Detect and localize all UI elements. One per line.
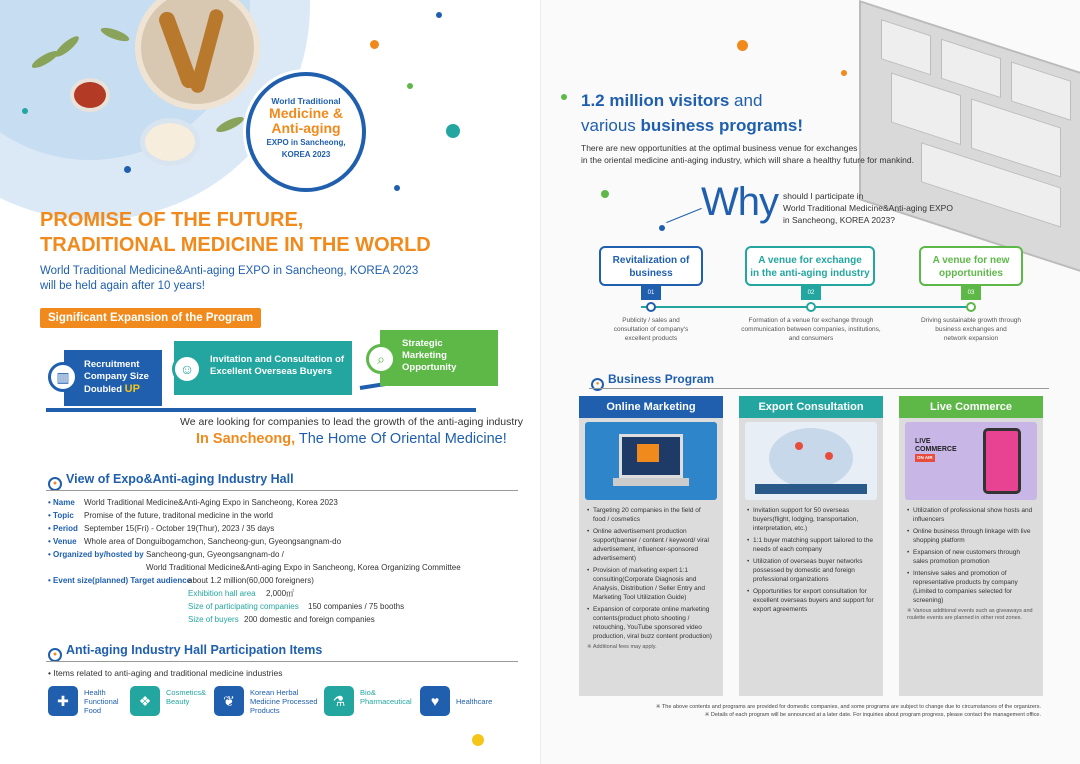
logo-line: World Traditional: [271, 96, 341, 106]
info-value: World Traditional Medicine&Anti-Aging Expo in Sancheong, Korea 2023: [84, 498, 338, 507]
headline-strong: business programs!: [640, 116, 804, 135]
reason-line: in the anti-aging industry: [750, 268, 870, 279]
info-row: [48, 562, 518, 575]
headline-plain: and: [729, 91, 763, 110]
screen-content: [637, 444, 659, 462]
confetti-dot: [841, 70, 847, 76]
booth: [941, 39, 1001, 98]
heartbeat-icon: ♥: [420, 686, 450, 716]
program-online-marketing: [579, 396, 723, 696]
people-icon: ☺: [172, 354, 202, 384]
section-title-text: View of Expo&Anti-aging Industry Hall: [66, 472, 294, 486]
section-icon: ●: [48, 477, 62, 491]
headline-plain: various: [581, 116, 641, 135]
info-value: 150 companies / 75 booths: [308, 602, 405, 611]
timeline-node: [646, 302, 656, 312]
health-food-icon: ✚: [48, 686, 78, 716]
step-line: Recruitment: [84, 359, 140, 370]
confetti-dot: [394, 185, 400, 191]
info-row: [48, 536, 518, 549]
visitors-headline: [581, 88, 803, 138]
caption-line: Publicity / sales and: [622, 317, 680, 324]
info-key: • Organized by/hosted by: [48, 549, 144, 562]
reason-line: opportunities: [939, 268, 1003, 279]
step-line: Company Size: [84, 371, 149, 382]
confetti-dot: [472, 734, 484, 746]
program-list: [899, 504, 1043, 605]
hall-item-label: Healthcare: [456, 697, 493, 706]
timeline-node: [966, 302, 976, 312]
program-item: • Intensive sales and promotion of representative products by company (Limited to companies selected for screening): [907, 569, 1035, 605]
section-divider: [46, 661, 518, 662]
sancheong-tagline: [196, 431, 507, 447]
step-recruitment: [64, 350, 162, 406]
why-pointer-dot: [659, 225, 665, 231]
program-item: • Targeting 20 companies in the field of food / cosmetics: [587, 506, 715, 524]
search-icon: ⌕: [366, 344, 396, 374]
info-value: Whole area of Donguibogamchon, Sancheong-gun, Gyeongsangnam-do: [84, 537, 342, 546]
info-value: 200 domestic and foreign companies: [244, 615, 375, 624]
info-key: • Period: [48, 523, 78, 536]
info-subkey: Size of buyers: [188, 615, 239, 624]
confetti-dot: [561, 94, 567, 100]
footnote: ※ Details of each program will be announced at a later date. For inquiries about program progress, please contact the management office.: [704, 712, 1041, 718]
caption-line: Driving sustainable growth through: [920, 317, 1022, 324]
caption-line: consultation of company's: [613, 326, 689, 333]
subheadline: [40, 264, 440, 294]
reason-box-revitalization: [599, 246, 703, 286]
expo-logo: [246, 72, 366, 192]
desc-line: There are new opportunities at the optimal business venue for exchanges: [581, 143, 858, 153]
info-row: [48, 549, 518, 562]
globe-shape: [769, 428, 853, 488]
reason-box-exchange: [745, 246, 875, 286]
building-icon: ▥: [48, 362, 78, 392]
headline-line: TRADITIONAL MEDICINE IN THE WORLD: [40, 234, 431, 256]
reason-line: A venue for exchange: [758, 255, 862, 266]
program-item: • Utilization of overseas buyer networks possessed by domestic and foreign professional organizations: [747, 557, 875, 584]
timeline-node: [806, 302, 816, 312]
info-row: [48, 523, 518, 536]
growth-arrow-line: [46, 408, 476, 412]
expo-info-list: [48, 497, 518, 627]
confetti-dot: [124, 166, 131, 173]
program-note: ※ Additional fees may apply.: [587, 644, 657, 650]
booth: [891, 72, 961, 145]
booth: [881, 19, 931, 75]
confetti-dot: [370, 40, 379, 49]
step-strategic: [380, 330, 498, 386]
program-item: • Expansion of corporate online marketing contents(product photo shooting / retouching, YouTube sponsored video production, viral buzz content production): [587, 605, 715, 641]
page-headline: [40, 208, 431, 258]
hall-floorplan-illustration: [859, 0, 1080, 275]
reason-line: A venue for new: [932, 255, 1010, 266]
section-icon: ●: [591, 378, 604, 391]
program-note: ※ Various additional events such as giveaways and roulette events are planned in other rest zones.: [907, 608, 1033, 621]
why-question: [783, 190, 983, 226]
reason-caption: [911, 316, 1031, 343]
section-divider: [589, 388, 1049, 389]
reason-number: 01: [641, 286, 661, 300]
logo-line: Anti-aging: [271, 120, 341, 136]
cosmetics-icon: ❖: [130, 686, 160, 716]
info-row: [48, 575, 518, 588]
view-section-title: [48, 472, 294, 491]
program-item: • Provision of marketing expert 1:1 consulting(Corporate Diagnosis and Analysis, Distribution / Seller Entry and Marketing Tool Utilization Guide): [587, 566, 715, 602]
laptop-base: [613, 478, 689, 486]
logo-line: Medicine &: [269, 105, 343, 121]
map-pin-icon: [825, 452, 833, 460]
right-page: [540, 0, 1080, 764]
export-illustration: [745, 422, 877, 500]
program-item: • Utilization of professional show hosts and influencers: [907, 506, 1035, 524]
live-text-line: COMMERCE: [915, 446, 957, 453]
step-line: Marketing: [402, 350, 447, 361]
why-line: in Sancheong, KOREA 2023?: [783, 215, 895, 225]
info-key: • Topic: [48, 510, 74, 523]
confetti-dot: [737, 40, 748, 51]
info-key: • Event size(planned) Target audience: [48, 575, 191, 588]
confetti-dot: [436, 12, 442, 18]
hall-item-label: Cosmetics& Beauty: [166, 688, 207, 706]
subhead-line: World Traditional Medicine&Anti-aging EXPO in Sancheong, KOREA 2023: [40, 265, 419, 277]
pharmaceutical-icon: ⚗: [324, 686, 354, 716]
info-value: 2,000㎡: [266, 589, 295, 598]
herbal-icon: ❦: [214, 686, 244, 716]
hall-item-label: Bio& Pharmaceutical: [360, 688, 412, 706]
info-key: • Name: [48, 497, 75, 510]
reason-line: business: [629, 268, 673, 279]
section-divider: [46, 490, 518, 491]
live-text-line: LIVE: [915, 438, 931, 445]
live-commerce-text: [915, 438, 957, 462]
section-icon: ●: [48, 648, 62, 662]
reason-number: 03: [961, 286, 981, 300]
map-pin-icon: [795, 442, 803, 450]
reason-caption: [731, 316, 891, 343]
confetti-dot: [446, 124, 460, 138]
footnote: ※ The above contents and programs are provided for domestic companies, and some programs are subject to change due to circumstances of the organizers.: [655, 704, 1041, 710]
program-item: • Opportunities for export consultation for excellent overseas buyers and support for export agreements: [747, 587, 875, 614]
program-header: Live Commerce: [899, 396, 1043, 418]
online-marketing-illustration: [585, 422, 717, 500]
program-header: Export Consultation: [739, 396, 883, 418]
headline-line: [581, 113, 803, 138]
step-line: Opportunity: [402, 362, 457, 373]
smartphone-shape: [983, 428, 1021, 494]
up-badge: UP: [124, 383, 140, 395]
why-line: should I participate in: [783, 191, 864, 201]
headline-line: PROMISE OF THE FUTURE,: [40, 209, 304, 231]
tagline-rest: The Home Of Oriental Medicine!: [295, 431, 507, 447]
info-value: Promise of the future, traditonal medicine in the world: [84, 511, 273, 520]
program-list: [739, 504, 883, 614]
reason-line: Revitalization of: [612, 255, 690, 266]
info-row: [48, 497, 518, 510]
caption-line: excellent products: [624, 335, 678, 342]
program-title-text: Business Program: [608, 372, 715, 386]
info-row: [48, 601, 518, 614]
info-row: [48, 588, 518, 601]
step-line: Excellent Overseas Buyers: [210, 366, 332, 377]
step-line: Invitation and Consultation of: [210, 354, 345, 365]
program-item: • Expansion of new customers through sales promotion promotion: [907, 548, 1035, 566]
info-value: September 15(Fri) - October 19(Thur), 2023 / 35 days: [84, 524, 275, 533]
subhead-line: will be held again after 10 years!: [40, 280, 205, 292]
hall-section-title: [48, 643, 322, 662]
looking-text: We are looking for companies to lead the growth of the anti-aging industry: [180, 416, 524, 428]
hall-item-label: Health Functional Food: [84, 688, 119, 715]
info-value: Sancheong-gun, Gyeongsangnam-do /: [146, 550, 284, 559]
live-commerce-illustration: [905, 422, 1037, 500]
confetti-dot: [407, 83, 413, 89]
caption-line: communication between companies, institutions,: [741, 326, 881, 333]
step-line: Strategic: [402, 338, 443, 349]
program-item: • Online advertisement production support(banner / content / keyword/ viral advertisement, influencer-sponsored advertisement): [587, 527, 715, 563]
cargo-ship-shape: [755, 484, 867, 494]
program-item: • 1:1 buyer matching support tailored to the needs of each company: [747, 536, 875, 554]
headline-line: [581, 88, 803, 113]
program-item: • Online business through linkage with live shopping platform: [907, 527, 1035, 545]
program-export-consultation: [739, 396, 883, 696]
booth: [1011, 61, 1071, 120]
desc-line: in the oriental medicine anti-aging industry, which will share a healthy future for mankind.: [581, 155, 914, 165]
hall-item-label: Korean Herbal Medicine Processed Products: [250, 688, 318, 715]
headline-strong: 1.2 million visitors: [581, 91, 730, 110]
logo-line: EXPO in Sancheong,: [266, 138, 346, 147]
herb-bowl-illustration: [140, 118, 200, 166]
caption-line: and consumers: [788, 335, 834, 342]
why-pointer-line: [666, 208, 702, 223]
caption-line: business exchanges and: [935, 326, 1007, 333]
info-row: [48, 510, 518, 523]
berry-bowl-illustration: [70, 78, 110, 112]
section-title-text: Anti-aging Industry Hall Participation Items: [66, 643, 323, 657]
logo-line: KOREA 2023: [281, 150, 331, 159]
caption-line: Formation of a venue for exchange through: [748, 317, 874, 324]
program-live-commerce: [899, 396, 1043, 696]
program-header: Online Marketing: [579, 396, 723, 418]
program-list: [579, 504, 723, 641]
tagline-strong: In Sancheong,: [196, 431, 296, 447]
info-subkey: Size of participating companies: [188, 602, 299, 611]
right-description: [581, 142, 1001, 166]
footnotes: [641, 703, 1041, 719]
expansion-tag: Significant Expansion of the Program: [40, 308, 261, 328]
info-value: about 1.2 million(60,000 foreigners): [188, 576, 314, 585]
info-key: • Venue: [48, 536, 77, 549]
reason-caption: [601, 316, 701, 343]
info-subkey: Exhibition hall area: [188, 589, 256, 598]
step-line-text: Doubled: [84, 384, 122, 395]
program-item: • Invitation support for 50 overseas buyers(flight, lodging, transportation, interpretation, etc.): [747, 506, 875, 533]
step-line: [84, 383, 156, 396]
confetti-dot: [22, 108, 28, 114]
reason-box-opportunities: [919, 246, 1023, 286]
why-heading: Why: [701, 180, 778, 224]
reason-number: 02: [801, 286, 821, 300]
caption-line: network expansion: [943, 335, 999, 342]
items-note: • Items related to anti-aging and traditional medicine industries: [48, 668, 283, 678]
info-value: World Traditional Medicine&Anti-aging Expo in Sancheong, Korea Organizing Committee: [146, 563, 461, 572]
confetti-dot: [601, 190, 609, 198]
info-row: [48, 614, 518, 627]
on-air-badge: ON AIR: [917, 455, 933, 460]
why-line: World Traditional Medicine&Anti-aging EXPO: [783, 203, 953, 213]
